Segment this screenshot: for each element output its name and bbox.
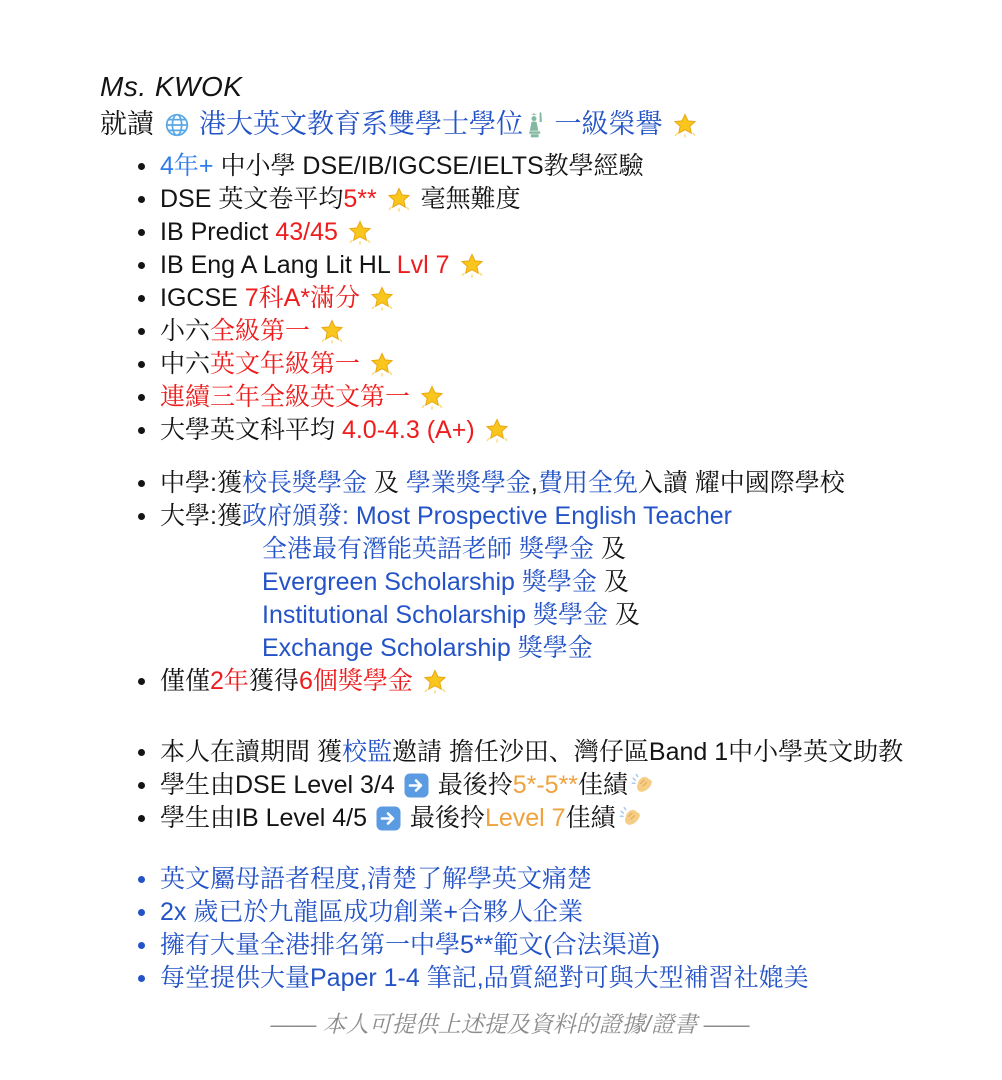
text-segment: 中小學 DSE/IB/IGCSE/IELTS教學經驗 — [220, 152, 644, 180]
line-content — [262, 601, 640, 629]
text-segment: 及 — [596, 568, 629, 596]
line-content — [160, 185, 521, 213]
bullet-dot — [138, 196, 145, 203]
text-segment: 毫無難度 — [413, 185, 521, 213]
line-content — [160, 502, 732, 530]
list-item — [100, 348, 972, 381]
glowing-star-icon — [419, 384, 445, 410]
line-content — [160, 152, 644, 180]
list-item — [100, 381, 972, 414]
text-segment: 政府頒發: Most Prospective English Teacher — [241, 502, 732, 530]
list-item — [100, 962, 972, 995]
text-segment — [547, 109, 555, 139]
text-segment: Evergreen Scholarship 獎學金 — [262, 568, 597, 596]
text-segment: 僅僅 — [160, 667, 211, 695]
text-segment: IB Predict — [160, 218, 276, 246]
list-item — [100, 632, 972, 665]
text-segment: 最後拎 — [402, 804, 485, 832]
text-segment — [310, 317, 317, 345]
bullet-dot — [138, 975, 145, 982]
bullet-dot — [138, 513, 145, 520]
line-content — [160, 317, 347, 345]
line-content — [160, 218, 375, 246]
bullet-dot — [138, 361, 145, 368]
text-segment: 4年+ — [160, 152, 221, 180]
glowing-star-icon — [484, 417, 510, 443]
arrow-right-icon — [404, 773, 429, 798]
list-item — [100, 665, 972, 698]
text-segment: , — [530, 469, 538, 497]
glowing-star-icon — [422, 668, 448, 694]
line-content — [160, 667, 450, 695]
text-segment: 校監 — [341, 738, 392, 766]
text-segment — [377, 185, 384, 213]
bullet-dot — [138, 480, 145, 487]
statue-of-liberty-icon — [525, 112, 545, 138]
text-segment: IGCSE — [160, 284, 245, 312]
text-segment: Lvl 7 — [396, 251, 450, 279]
globe-icon — [164, 112, 190, 138]
line-content — [160, 804, 646, 832]
text-segment: 連續三年全級英文第一 — [160, 383, 411, 411]
text-segment: 2年 — [210, 667, 249, 695]
text-segment: Exchange Scholarship 獎學金 — [262, 634, 593, 662]
arrow-right-icon — [376, 806, 401, 831]
text-segment: 最後拎 — [430, 771, 513, 799]
list-item — [100, 736, 972, 769]
strengths-list — [100, 863, 972, 995]
list-item — [100, 599, 972, 632]
bullet-dot — [138, 394, 145, 401]
text-segment: 及 — [593, 535, 626, 563]
achievements-list — [100, 150, 972, 447]
text-segment: 獲得 — [248, 667, 299, 695]
text-segment: 每堂提供大量Paper 1-4 筆記,品質絕對可與大型補習社媲美 — [160, 964, 809, 992]
text-segment: 及 — [366, 469, 406, 497]
list-item — [100, 414, 972, 447]
text-segment: 本人在讀期間 獲 — [160, 738, 342, 766]
text-segment: 大學英文科平均 — [160, 416, 342, 444]
text-segment: 校長獎學金 — [241, 469, 367, 497]
text-segment: 7科A*滿分 — [244, 284, 361, 312]
text-segment: 就讀 — [100, 109, 162, 139]
text-segment — [475, 416, 482, 444]
text-segment: Institutional Scholarship 獎學金 — [262, 601, 608, 629]
bullet-dot — [138, 328, 145, 335]
bullet-dot — [138, 262, 145, 269]
list-item — [100, 769, 972, 802]
list-item — [100, 282, 972, 315]
line-content — [160, 964, 809, 992]
text-segment: 學生由IB Level 4/5 — [160, 804, 374, 832]
text-segment: 5*-5** — [512, 771, 579, 799]
glowing-star-icon — [369, 351, 395, 377]
text-segment: 43/45 — [275, 218, 338, 246]
text-segment: 4.0-4.3 (A+) — [341, 416, 475, 444]
bullet-dot — [138, 749, 145, 756]
bullet-dot — [138, 163, 145, 170]
text-segment — [360, 350, 367, 378]
text-segment — [192, 109, 200, 139]
list-item — [100, 929, 972, 962]
bullet-dot — [138, 876, 145, 883]
text-segment: 及 — [607, 601, 640, 629]
text-segment — [338, 218, 345, 246]
glowing-star-icon — [386, 186, 412, 212]
text-segment: 港大英文教育系雙學士學位 — [199, 109, 524, 139]
list-item — [100, 566, 972, 599]
list-item — [100, 467, 972, 500]
list-item — [100, 533, 972, 566]
text-segment: DSE 英文卷平均 — [160, 185, 344, 213]
list-item — [100, 150, 972, 183]
bullet-dot — [138, 295, 145, 302]
bullet-dot — [138, 909, 145, 916]
text-segment: 佳績 — [578, 771, 629, 799]
list-item — [100, 500, 972, 533]
text-segment — [360, 284, 367, 312]
text-segment: 小六 — [160, 317, 211, 345]
text-segment: 2x 歲已於九龍區成功創業+合夥人企業 — [160, 898, 583, 926]
clapping-hands-icon — [618, 805, 644, 831]
text-segment: 擁有大量全港排名第一中學5**範文(合法渠道) — [160, 931, 661, 959]
text-segment: 佳績 — [565, 804, 616, 832]
text-segment: 入讀 耀中國際學校 — [637, 469, 845, 497]
text-segment: 中六 — [160, 350, 211, 378]
line-content — [160, 284, 397, 312]
line-content — [160, 469, 845, 497]
line-content — [160, 931, 660, 959]
line-content — [160, 383, 447, 411]
teaching-list — [100, 736, 972, 835]
line-content — [160, 898, 583, 926]
footer-note: —— 本人可提供上述提及資料的證據/證書 —— — [270, 1011, 750, 1037]
line-content — [160, 350, 397, 378]
text-segment: 費用全免 — [537, 469, 638, 497]
bullet-dot — [138, 815, 145, 822]
bullet-dot — [138, 782, 145, 789]
list-item — [100, 315, 972, 348]
line-content — [160, 771, 658, 799]
text-segment: 邀請 擔任沙田、灣仔區Band 1中小學英文助教 — [391, 738, 904, 766]
degree-line — [100, 104, 972, 144]
line-content — [160, 251, 487, 279]
text-segment: IB Eng A Lang Lit HL — [160, 251, 397, 279]
text-segment: 學生由DSE Level 3/4 — [160, 771, 402, 799]
bullet-dot — [138, 427, 145, 434]
text-segment: 中學:獲 — [160, 469, 242, 497]
tutor-name: Ms. KWOK — [100, 71, 243, 102]
text-segment: 全港最有潛能英語老師 獎學金 — [262, 535, 594, 563]
text-segment: 英文年級第一 — [210, 350, 361, 378]
text-segment: 英文屬母語者程度,清楚了解學英文痛楚 — [160, 865, 592, 893]
list-item — [100, 863, 972, 896]
text-segment — [663, 109, 671, 139]
line-content — [160, 416, 512, 444]
line-content — [160, 738, 903, 766]
text-segment: 5** — [343, 185, 377, 213]
glowing-star-icon — [319, 318, 345, 344]
bullet-dot — [138, 678, 145, 685]
line-content — [160, 865, 592, 893]
text-segment: 大學:獲 — [160, 502, 242, 530]
line-content — [262, 568, 629, 596]
list-item — [100, 249, 972, 282]
scholarships-list — [100, 467, 972, 698]
text-segment: 一級榮譽 — [554, 109, 663, 139]
glowing-star-icon — [369, 285, 395, 311]
text-segment: 學業獎學金 — [405, 469, 531, 497]
line-content — [262, 535, 626, 563]
text-segment — [410, 383, 417, 411]
list-item — [100, 802, 972, 835]
text-segment — [413, 667, 420, 695]
line-content — [262, 634, 593, 662]
text-segment: Level 7 — [484, 804, 566, 832]
text-segment — [450, 251, 457, 279]
glowing-star-icon — [672, 112, 698, 138]
list-item — [100, 896, 972, 929]
glowing-star-icon — [347, 219, 373, 245]
clapping-hands-icon — [630, 772, 656, 798]
glowing-star-icon — [459, 252, 485, 278]
list-item — [100, 216, 972, 249]
text-segment: 全級第一 — [210, 317, 311, 345]
bullet-dot — [138, 942, 145, 949]
bullet-dot — [138, 229, 145, 236]
list-item — [100, 183, 972, 216]
text-segment: 6個獎學金 — [298, 667, 413, 695]
